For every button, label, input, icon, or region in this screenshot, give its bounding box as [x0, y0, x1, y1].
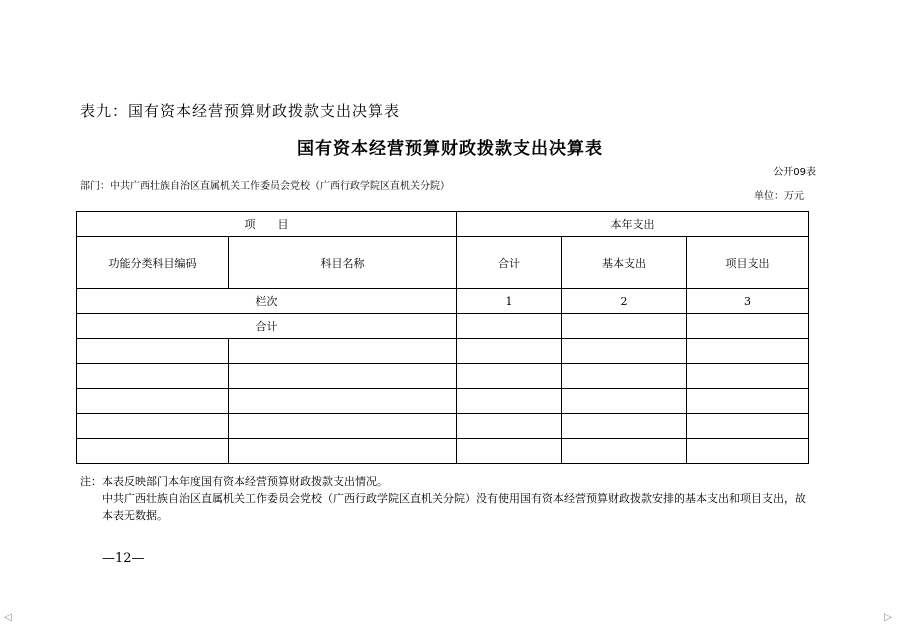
- unit-label: 单位：万元: [754, 191, 804, 202]
- table-cell: [457, 414, 562, 439]
- table-cell: [457, 364, 562, 389]
- header-item: 项 目: [77, 212, 457, 237]
- table-cell: [687, 389, 809, 414]
- right-arrow-icon[interactable]: ▷: [884, 612, 892, 623]
- page-title: 国有资本经营预算财政拨款支出决算表: [297, 139, 603, 159]
- col-function-code: 功能分类科目编码: [77, 237, 229, 289]
- footnote-line-2: 中共广西壮族自治区直属机关工作委员会党校（广西行政学院区直机关分院）没有使用国有资本经营预算财政拨款安排的基本支出和项目支出，故本表无数据。: [102, 492, 806, 522]
- table-cell: [77, 439, 229, 464]
- expenditure-table: [76, 211, 809, 464]
- project-value: [687, 314, 809, 339]
- table-cell: [562, 414, 687, 439]
- table-cell: [229, 439, 457, 464]
- table-cell: [562, 339, 687, 364]
- col-basic: 基本支出: [562, 237, 687, 289]
- page-number: —12—: [102, 551, 145, 566]
- index-project: 3: [687, 289, 809, 314]
- table-row: [77, 414, 809, 439]
- total-value: [457, 314, 562, 339]
- section-heading: 表九：国有资本经营预算财政拨款支出决算表: [80, 102, 401, 120]
- table-cell: [229, 339, 457, 364]
- col-total: 合计: [457, 237, 562, 289]
- table-row: [77, 339, 809, 364]
- table-cell: [562, 389, 687, 414]
- left-arrow-icon[interactable]: ◁: [4, 612, 12, 623]
- table-cell: [562, 364, 687, 389]
- table-cell: [457, 439, 562, 464]
- table-row: [77, 439, 809, 464]
- header-current-year: 本年支出: [457, 212, 809, 237]
- row-index-label: 栏次: [77, 289, 457, 314]
- table-cell: [457, 389, 562, 414]
- table-cell: [687, 414, 809, 439]
- table-index-row: [77, 289, 809, 314]
- table-cell: [562, 439, 687, 464]
- table-row: [77, 389, 809, 414]
- col-project: 项目支出: [687, 237, 809, 289]
- table-cell: [77, 414, 229, 439]
- table-cell: [687, 364, 809, 389]
- table-cell: [457, 339, 562, 364]
- table-subheader-row: [77, 237, 809, 289]
- table-cell: [687, 339, 809, 364]
- table-total-row: [77, 314, 809, 339]
- col-subject-name: 科目名称: [229, 237, 457, 289]
- table-cell: [77, 339, 229, 364]
- table-cell: [77, 364, 229, 389]
- department-label: 部门：中共广西壮族自治区直属机关工作委员会党校（广西行政学院区直机关分院）: [80, 181, 450, 192]
- index-basic: 2: [562, 289, 687, 314]
- table-cell: [229, 364, 457, 389]
- footnote: [80, 473, 810, 524]
- form-code: 公开09表: [773, 167, 816, 178]
- row-total-label: 合计: [77, 314, 457, 339]
- table-cell: [77, 389, 229, 414]
- table-cell: [229, 414, 457, 439]
- table-cell: [229, 389, 457, 414]
- basic-value: [562, 314, 687, 339]
- table-header-row: [77, 212, 809, 237]
- table-cell: [687, 439, 809, 464]
- footnote-line-1: 注：本表反映部门本年度国有资本经营预算财政拨款支出情况。: [80, 475, 388, 488]
- table-row: [77, 364, 809, 389]
- index-total: 1: [457, 289, 562, 314]
